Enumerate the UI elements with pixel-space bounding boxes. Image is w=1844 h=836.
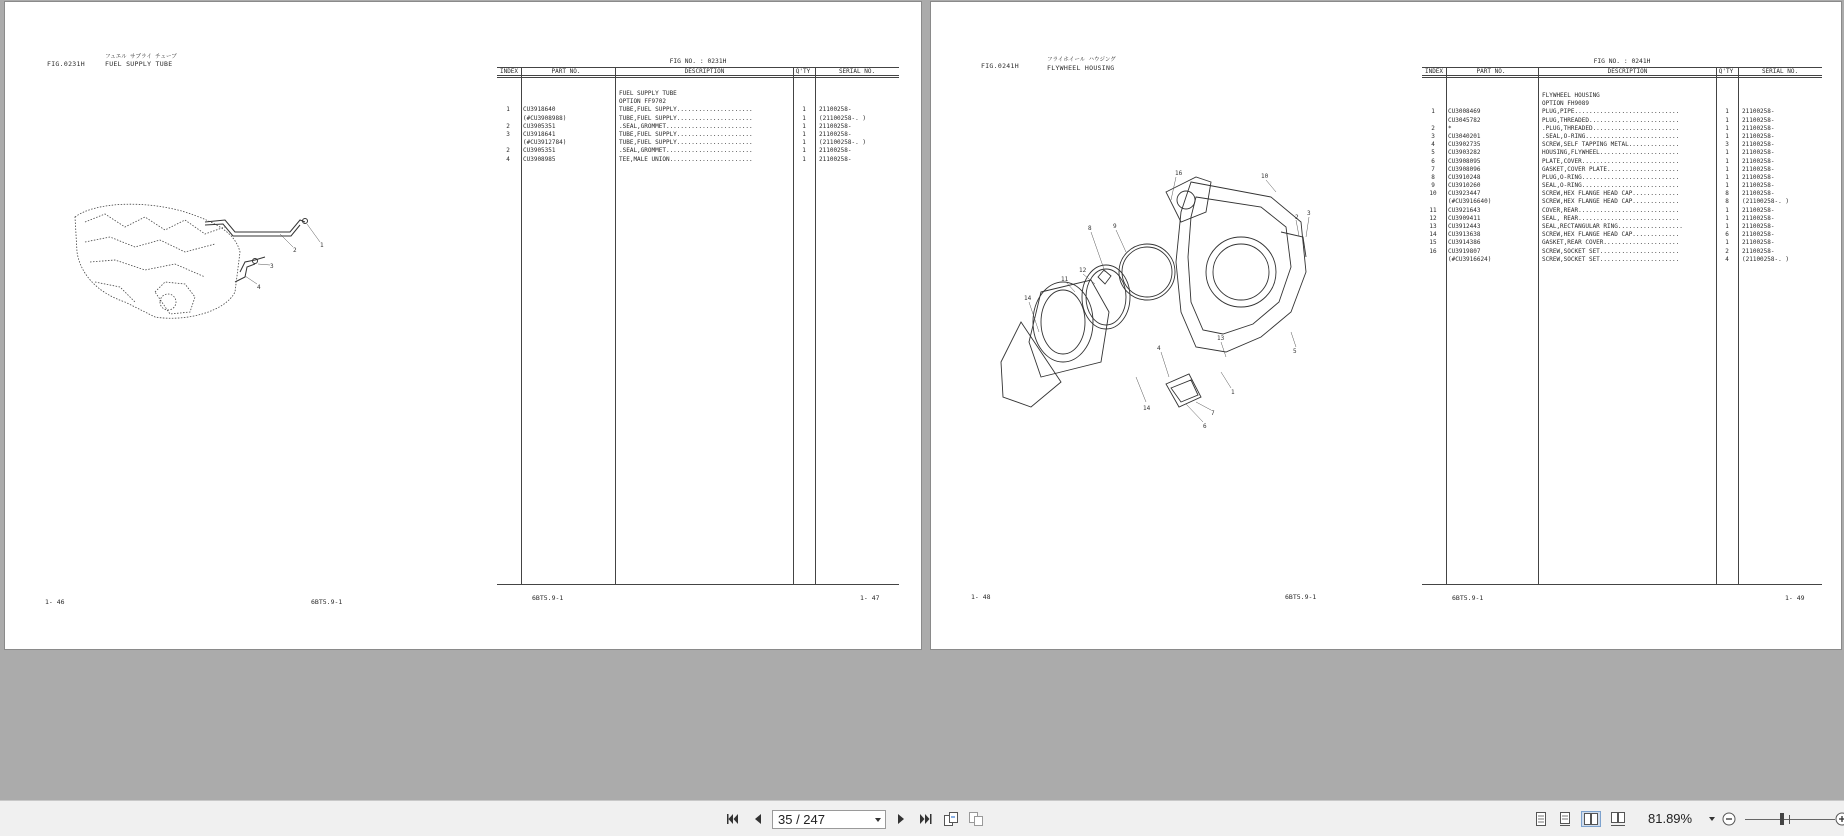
header-description: DESCRIPTION — [1607, 68, 1648, 75]
model-code: 6BT5.9-1 — [1285, 593, 1317, 601]
callout-9: 9 — [1113, 223, 1117, 230]
parts-rows — [497, 90, 899, 164]
header-part-no: PART NO. — [551, 68, 581, 75]
table-row: 2 * .PLUG,THREADED........................ 1 21100258- — [1431, 124, 1775, 132]
fig-code: FIG.0241H — [981, 62, 1019, 70]
rotate-icon — [943, 811, 959, 827]
header-serial: SERIAL NO. — [1761, 68, 1799, 75]
callout-2: 2 — [1295, 214, 1299, 221]
page-number: 1- 48 — [971, 593, 991, 601]
table-row: 3 CU3040201 .SEAL,O-RING.......................... 1 21100258- — [1431, 132, 1775, 140]
fig-title-jp: フライホイール ハウジング — [1047, 57, 1116, 63]
table-row: 4 CU3908985 TEE,MALE UNION....................... 1 21100258- — [506, 155, 852, 163]
page-indicator: 35 / 247 — [778, 812, 825, 827]
callout-10: 10 — [1261, 173, 1269, 180]
table-model-code: 6BT5.9-1 — [1452, 594, 1484, 602]
parts-table — [1422, 56, 1822, 602]
single-page-icon — [1534, 811, 1548, 827]
fig-code: FIG.0231H — [47, 60, 85, 68]
page-46 — [4, 1, 922, 650]
rotate-button[interactable] — [943, 811, 959, 827]
table-page-number: 1- 49 — [1785, 594, 1805, 602]
table-model-code: 6BT5.9-1 — [532, 594, 564, 602]
table-row: 4 CU3902735 SCREW,SELF TAPPING METAL.............. 3 21100258- — [1431, 141, 1775, 149]
table-row: OPTION FH9089 — [1542, 100, 1589, 108]
next-page-button[interactable] — [893, 811, 909, 827]
zoom-out-icon — [1722, 812, 1736, 826]
two-page-continuous-button[interactable] — [1610, 811, 1626, 827]
callout-7: 7 — [1211, 410, 1215, 417]
table-row: 1 CU3008469 PLUG,PIPE............................. 1 21100258- — [1431, 108, 1775, 116]
table-row: 12 CU3909411 SEAL, REAR............................ 1 21100258- — [1429, 214, 1775, 222]
parts-table — [497, 56, 899, 602]
table-row: 9 CU3910260 SEAL,O-RING........................... 1 21100258- — [1431, 182, 1775, 190]
prev-page-icon — [751, 812, 765, 826]
table-row: CU3045782 PLUG,THREADED......................... 1 21100258- — [1448, 116, 1775, 124]
zoom-in-icon — [1835, 812, 1844, 826]
callout-11: 11 — [1061, 276, 1069, 283]
table-row: (#CU3908988) TUBE,FUEL SUPPLY..................... 1 (21100258-. ) — [523, 114, 866, 122]
continuous-view-button[interactable] — [1557, 811, 1573, 827]
callout-6: 6 — [1203, 423, 1207, 430]
callout-2: 2 — [293, 247, 297, 254]
callout-8: 8 — [1088, 225, 1092, 232]
table-fig-no: FIG NO. : 0231H — [669, 58, 727, 65]
table-row: 14 CU3913638 SCREW,HEX FLANGE HEAD CAP............. 6 21100258- — [1429, 231, 1775, 239]
page-number-field[interactable] — [772, 810, 886, 829]
table-row: (#CU3916640) SCREW,HEX FLANGE HEAD CAP............. 8 (21100258-. ) — [1448, 198, 1789, 206]
viewer-toolbar — [0, 800, 1844, 836]
fuel-supply-tube-drawing — [65, 192, 375, 352]
header-serial: SERIAL NO. — [838, 68, 876, 75]
callout-12: 12 — [1079, 267, 1087, 274]
header-qty: Q'TY — [795, 68, 811, 75]
table-row: 2 CU3905351 .SEAL,GROMMET........................ 1 21100258- — [506, 122, 852, 130]
copy-button[interactable] — [968, 811, 984, 827]
table-row: 15 CU3914386 GASKET,REAR COVER..................... 1 21100258- — [1429, 239, 1775, 247]
fig-title-en: FLYWHEEL HOUSING — [1047, 64, 1115, 72]
table-row: 13 CU3912443 SEAL,RECTANGULAR RING.................. 1 21100258- — [1429, 223, 1775, 230]
callout-16: 16 — [1175, 170, 1183, 177]
callout-4: 4 — [1157, 345, 1161, 352]
two-page-continuous-icon — [1610, 811, 1626, 827]
table-row: 10 CU3923447 SCREW,HEX FLANGE HEAD CAP............. 8 21100258- — [1429, 190, 1775, 198]
callout-1: 1 — [1231, 389, 1235, 396]
last-page-icon — [919, 812, 933, 826]
flywheel-housing-drawing — [991, 162, 1321, 432]
table-row: 6 CU3908095 PLATE,COVER........................... 1 21100258- — [1431, 157, 1775, 165]
parts-rows — [1422, 92, 1822, 264]
table-row: 16 CU3919807 SCREW,SOCKET SET...................... 2 21100258- — [1429, 247, 1775, 255]
model-code: 6BT5.9-1 — [311, 598, 343, 606]
header-qty: Q'TY — [1718, 68, 1734, 75]
zoom-out-button[interactable] — [1721, 811, 1737, 827]
table-row: (#CU3916624) SCREW,SOCKET SET...................... 4 (21100258-. ) — [1448, 255, 1789, 263]
header-index: INDEX — [499, 68, 519, 75]
callout-14: 14 — [1143, 405, 1151, 412]
header-description: DESCRIPTION — [684, 68, 725, 75]
callout-5: 5 — [1293, 348, 1297, 355]
first-page-button[interactable] — [724, 811, 740, 827]
prev-page-button[interactable] — [750, 811, 766, 827]
callout-13: 13 — [1217, 335, 1225, 342]
chevron-down-icon[interactable] — [1709, 817, 1715, 821]
table-row: 2 CU3905351 .SEAL,GROMMET........................ 1 21100258- — [506, 147, 852, 155]
header-part-no: PART NO. — [1476, 68, 1506, 75]
callout-3: 3 — [1307, 210, 1311, 217]
page-48 — [930, 1, 1842, 650]
zoom-slider-tick — [1789, 815, 1790, 824]
fig-title-en: FUEL SUPPLY TUBE — [105, 60, 173, 68]
table-page-number: 1- 47 — [860, 594, 880, 602]
callout-14: 14 — [1024, 295, 1032, 302]
callout-4: 4 — [257, 284, 261, 291]
table-row: 11 CU3921643 COVER,REAR............................ 1 21100258- — [1429, 206, 1775, 214]
zoom-in-button[interactable] — [1835, 811, 1844, 827]
page-number: 1- 46 — [45, 598, 65, 606]
first-page-icon — [725, 812, 739, 826]
next-page-icon — [894, 812, 908, 826]
table-row: FLYWHEEL HOUSING — [1542, 92, 1600, 99]
last-page-button[interactable] — [918, 811, 934, 827]
copy-icon — [968, 811, 984, 827]
zoom-slider-track[interactable] — [1745, 819, 1835, 820]
zoom-slider-thumb[interactable] — [1780, 813, 1784, 825]
table-row: 5 CU3903282 HOUSING,FLYWHEEL...................... 1 21100258- — [1431, 149, 1775, 157]
single-page-view-button[interactable] — [1533, 811, 1549, 827]
table-row: 8 CU3910248 PLUG,O-RING........................... 1 21100258- — [1431, 173, 1775, 181]
table-row: 7 CU3908096 GASKET,COVER PLATE.................... 1 21100258- — [1431, 165, 1775, 173]
header-index: INDEX — [1424, 68, 1444, 75]
zoom-level: 81.89% — [1648, 811, 1693, 826]
table-row: OPTION FF9702 — [619, 98, 666, 106]
two-page-view-button[interactable] — [1581, 811, 1601, 827]
continuous-icon — [1558, 811, 1572, 827]
table-row: 3 CU3918641 TUBE,FUEL SUPPLY..................... 1 21100258- — [506, 130, 852, 138]
table-row: FUEL SUPPLY TUBE — [619, 90, 677, 97]
callout-1: 1 — [320, 242, 324, 249]
two-page-icon — [1583, 812, 1599, 826]
callout-3: 3 — [270, 263, 274, 270]
table-row: (#CU3912784) TUBE,FUEL SUPPLY..................... 1 (21100258-. ) — [523, 139, 866, 147]
chevron-down-icon[interactable] — [875, 818, 881, 822]
table-row: 1 CU3918640 TUBE,FUEL SUPPLY..................... 1 21100258- — [506, 106, 852, 114]
table-fig-no: FIG NO. : 0241H — [1593, 58, 1651, 65]
fig-title-jp: フュエル サプライ チューブ — [105, 54, 177, 60]
